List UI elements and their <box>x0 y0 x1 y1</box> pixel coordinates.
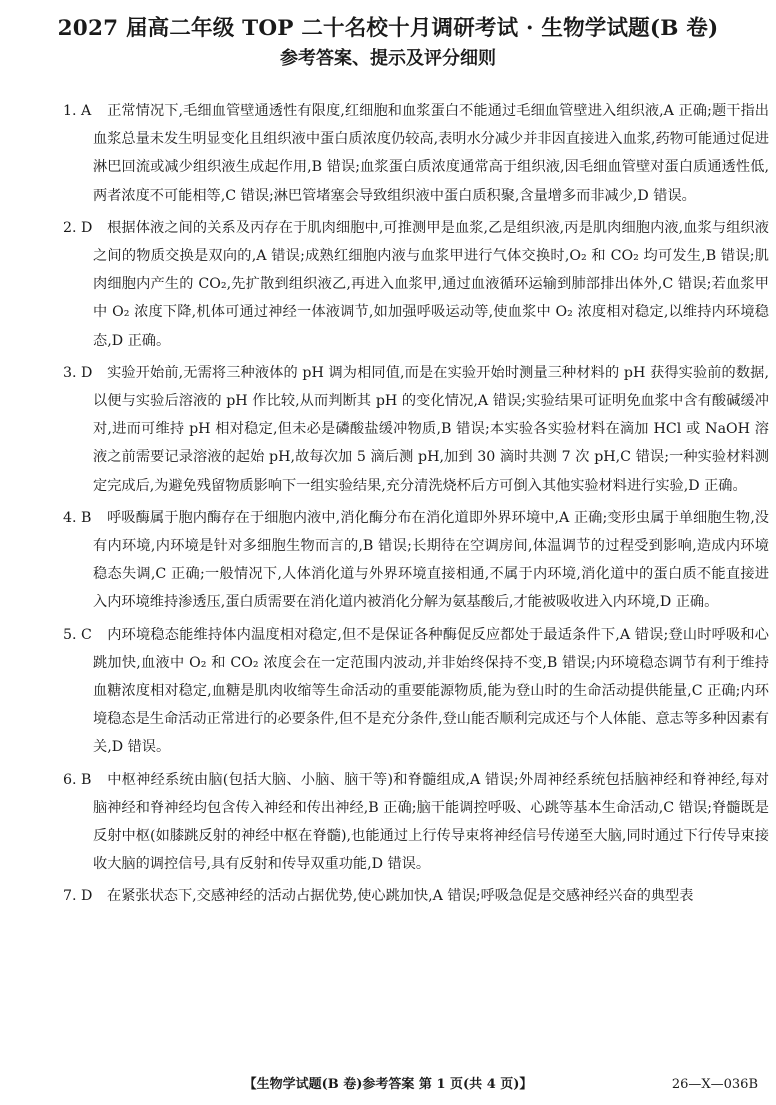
question-number: 4. <box>63 509 77 526</box>
answer-item-5 <box>63 621 769 762</box>
answer-item-2 <box>63 214 769 355</box>
answer-letter: D <box>81 364 93 381</box>
answer-letter: D <box>81 219 93 236</box>
answer-letter: A <box>81 103 92 119</box>
question-number: 3. <box>63 364 77 381</box>
page-subtitle: 参考答案、提示及评分细则 <box>280 48 496 69</box>
answer-explanation: 内环境稳态能维持体内温度相对稳定,但不是保证各种酶促反应都处于最适条件下,A 错误;登山时呼吸和心跳加快,血液中 O₂ 和 CO₂ 浓度会在一定范围内波动,并非始终保持不变,B 错误;内环境稳态调节有利于维持血糖浓度相对稳定,血糖是肌肉收缩等生命活动的重要能源物质,能为登山时的生命活动提供能量,C 正确;内环境稳态是生命活动正常进行的必要条件,但不是充分条件,登山能否顺利完成还与个人体能、意志等多种因素有关,D 错误。 <box>93 626 769 756</box>
question-number: 5. <box>63 626 77 643</box>
question-number: 7. <box>63 888 77 905</box>
question-number: 1. <box>63 103 77 119</box>
page-title: 2027 届高二年级 TOP 二十名校十月调研考试 · 生物学试题(B 卷) <box>57 16 719 41</box>
answer-explanation: 实验开始前,无需将三种液体的 pH 调为相同值,而是在实验开始时测量三种材料的 pH 获得实验前的数据,以便与实验后溶液的 pH 作比较,从而判断其 pH 的变化情况,A 错误;实验结果可证明免血浆中含有酸碱缓冲对,进而可维持 pH 相对稳定,但未必是磷酸盐缓冲物质,B 错误;本实验各实验材料在滴加 HCl 或 NaOH 溶液之前需要记录溶液的起始 pH,故每次加 5 滴后测 pH,加到 30 滴时共测 7 次 pH,C 错误;一种实验材料测定完成后,为避免残留物质影响下一组实验结果,充分清洗烧杯后方可倒入其他实验材料进行实验,D 正确。 <box>93 364 769 494</box>
answer-letter: B <box>81 509 92 526</box>
footer-page-info: 【生物学试题(B 卷)参考答案 第 1 页(共 4 页)】 <box>243 1077 533 1092</box>
answer-letter: B <box>81 771 92 788</box>
answer-explanation: 呼吸酶属于胞内酶存在于细胞内液中,消化酶分布在消化道即外界环境中,A 正确;变形虫属于单细胞生物,没有内环境,内环境是针对多细胞生物而言的,B 错误;长期待在空调房间,体温调节的过程受到影响,造成内环境稳态失调,C 正确;一般情况下,人体消化道与外界环境直接相通,不属于内环境,消化道中的蛋白质不能直接进入内环境维持渗透压,蛋白质需要在消化道内被消化分解为氨基酸后,才能被吸收进入内环境,D 正确。 <box>93 509 769 611</box>
page-footer <box>0 1074 776 1096</box>
question-number: 2. <box>63 219 77 236</box>
answer-explanation: 根据体液之间的关系及丙存在于肌肉细胞中,可推测甲是血浆,乙是组织液,丙是肌肉细胞内液,血浆与组织液之间的物质交换是双向的,A 错误;成熟红细胞内液与血浆甲进行气体交换时,O₂ 和 CO₂ 均可发生,B 错误;肌肉细胞内产生的 CO₂,先扩散到组织液乙,再进入血浆甲,通过血液循环运输到肺部排出体外,C 错误;若血浆甲中 O₂ 浓度下降,机体可通过神经一体液调节,如加强呼吸运动等,使血浆中 O₂ 浓度相对稳定,以维持内环境稳态,D 正确。 <box>93 219 769 349</box>
answer-explanation: 正常情况下,毛细血管壁通透性有限度,红细胞和血浆蛋白不能通过毛细血管壁进入组织液,A 正确;题干指出血浆总量未发生明显变化且组织液中蛋白质浓度仍较高,表明水分减少并非因直接进入血浆,药物可能通过促进淋巴回流或减少组织液生成起作用,B 错误;血浆蛋白质浓度通常高于组织液,因毛细血管壁对蛋白质通透性低,两者浓度不可能相等,C 错误;淋巴管堵塞会导致组织液中蛋白质积聚,含量增多而非减少,D 错误。 <box>93 103 769 204</box>
answer-explanation: 在紧张状态下,交感神经的活动占据优势,使心跳加快,A 错误;呼吸急促是交感神经兴奋的典型表 <box>107 888 694 905</box>
answer-letter: C <box>81 626 92 643</box>
answer-item-6 <box>63 766 769 879</box>
question-number: 6. <box>63 771 77 788</box>
footer-paper-code: 26—X—036B <box>671 1077 758 1092</box>
answer-item-4 <box>63 504 769 617</box>
answer-item-7 <box>63 882 769 910</box>
answer-item-3 <box>63 359 769 500</box>
answer-explanation: 中枢神经系统由脑(包括大脑、小脑、脑干等)和脊髓组成,A 错误;外周神经系统包括脑神经和脊神经,每对脑神经和脊神经均包含传入神经和传出神经,B 正确;脑干能调控呼吸、心跳等基本生命活动,C 错误;脊髓既是反射中枢(如膝跳反射的神经中枢在脊髓),也能通过上行传导束将神经信号传递至大脑,同时通过下行传导束接收大脑的调控信号,具有反射和传导双重功能,D 错误。 <box>93 771 769 873</box>
answer-list <box>0 97 776 911</box>
answer-item-1 <box>63 97 769 210</box>
answer-letter: D <box>81 888 93 905</box>
